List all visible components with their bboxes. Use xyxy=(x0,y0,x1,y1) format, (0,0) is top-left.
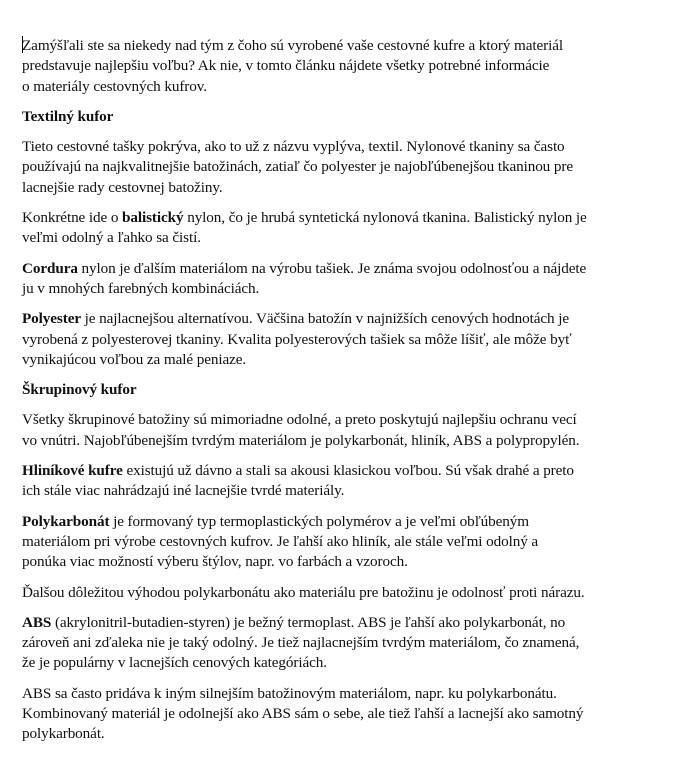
text-run: nylon, čo je hrubá syntetická nylonová tkanina. Balistický nylon je xyxy=(183,209,587,227)
text-line xyxy=(22,309,662,329)
polyester-paragraph xyxy=(22,309,662,370)
text-run: nylon je ďalším materiálom na výrobu tašiek. Je známa svojou odolnosťou a nájdete xyxy=(77,259,587,277)
text-run: je formovaný typ termoplastických polymérov a je veľmi obľúbeným xyxy=(109,512,530,530)
text-line: o materiály cestovných kufrov. xyxy=(22,77,207,95)
intro-paragraph xyxy=(22,36,662,97)
text-line: vyrobená z polyesterovej tkaniny. Kvalita polyesterových tašiek sa môže líšiť, ale môže byť xyxy=(22,330,572,348)
polycarbonate-impact-paragraph xyxy=(22,583,662,603)
text-line: materiálom pri výrobe cestovných kufrov. Je ľahší ako hliník, ale stále veľmi odolný a xyxy=(22,532,539,550)
text-line: ponúka viac možností výberu štýlov, napr. vo farbách a vzoroch. xyxy=(22,553,408,571)
text-line xyxy=(22,259,662,279)
text-line: Tieto cestovné tašky pokrýva, ako to už z názvu vyplýva, textil. Nylonové tkaniny sa často xyxy=(22,138,565,156)
bold-term: Polyester xyxy=(22,310,81,328)
text-line: Všetky škrupinové batožiny sú mimoriadne odolné, a preto poskytujú najlepšiu ochranu vecí xyxy=(22,411,577,429)
text-line: lacnejšie rady cestovnej batožiny. xyxy=(22,178,223,196)
heading-textile: Textilný kufor xyxy=(22,107,114,125)
aluminium-paragraph xyxy=(22,461,662,502)
shell-paragraph xyxy=(22,410,662,451)
text-line: veľmi odolný a ľahko sa čistí. xyxy=(22,229,201,247)
text-line: vynikajúcou voľbou za malé peniaze. xyxy=(22,350,247,368)
text-line xyxy=(22,613,662,633)
cordura-paragraph xyxy=(22,259,662,300)
text-run: (akrylonitril-butadien-styren) je bežný termoplast. ABS je ľahší ako polykarbonát, no xyxy=(51,613,566,631)
ballistic-paragraph xyxy=(22,208,662,249)
text-line xyxy=(22,512,662,532)
text-line: Kombinovaný materiál je odolnejší ako ABS sám o sebe, ale tiež ľahší a lacnejší ako samotný xyxy=(22,705,584,723)
textile-paragraph xyxy=(22,137,662,198)
text-run: Zamýšľali ste sa niekedy nad tým z čoho sú vyrobené vaše cestovné kufre a ktorý materiál xyxy=(22,37,563,54)
text-line: ich stále viac nahrádzajú iné lacnejšie tvrdé materiály. xyxy=(22,482,345,500)
text-line: že je populárny v lacnejších cenových kategóriách. xyxy=(22,654,327,672)
text-line xyxy=(22,36,662,56)
text-line: ju v mnohých farebných kombináciách. xyxy=(22,279,260,297)
text-line: používajú na najkvalitnejšie batožinách, zatiaľ čo polyester je najobľúbenejšou tkaninou pre xyxy=(22,158,573,176)
text-run: existujú už dávno a stali sa akousi klasickou voľbou. Sú však drahé a preto xyxy=(122,462,574,480)
text-line: Ďalšou dôležitou výhodou polykarbonátu ako materiálu pre batožinu je odolnosť proti nárazu. xyxy=(22,583,585,601)
bold-term: Polykarbonát xyxy=(22,512,110,530)
text-line: ABS sa často pridáva k iným silnejším batožinovým materiálom, napr. ku polykarbonátu. xyxy=(22,684,557,702)
bold-term: Cordura xyxy=(22,259,78,277)
text-line: predstavuje najlepšiu voľbu? Ak nie, v tomto článku nájdete všetky potrebné informácie xyxy=(22,57,550,75)
bold-term: Hliníkové kufre xyxy=(22,462,123,480)
bold-term: balistický xyxy=(122,209,184,227)
abs-paragraph xyxy=(22,613,662,674)
text-line xyxy=(22,461,662,481)
text-line: vo vnútri. Najobľúbenejším tvrdým materiálom je polykarbonát, hliník, ABS a polypropylén. xyxy=(22,431,580,449)
text-line xyxy=(22,208,662,228)
text-run: Konkrétne ide o xyxy=(22,209,123,227)
abs-combined-paragraph xyxy=(22,684,662,745)
document-body[interactable] xyxy=(22,36,662,755)
text-line: zároveň ani zďaleka nie je taký odolný. Je tiež najlacnejším tvrdým materiálom, čo znamená, xyxy=(22,634,580,652)
polycarbonate-paragraph xyxy=(22,512,662,573)
heading-shell: Škrupinový kufor xyxy=(22,381,137,399)
bold-term: ABS xyxy=(22,613,52,631)
text-line: polykarbonát. xyxy=(22,725,105,743)
text-run: je najlacnejšou alternatívou. Väčšina batožín v najnižších cenových hodnotách je xyxy=(80,310,569,328)
